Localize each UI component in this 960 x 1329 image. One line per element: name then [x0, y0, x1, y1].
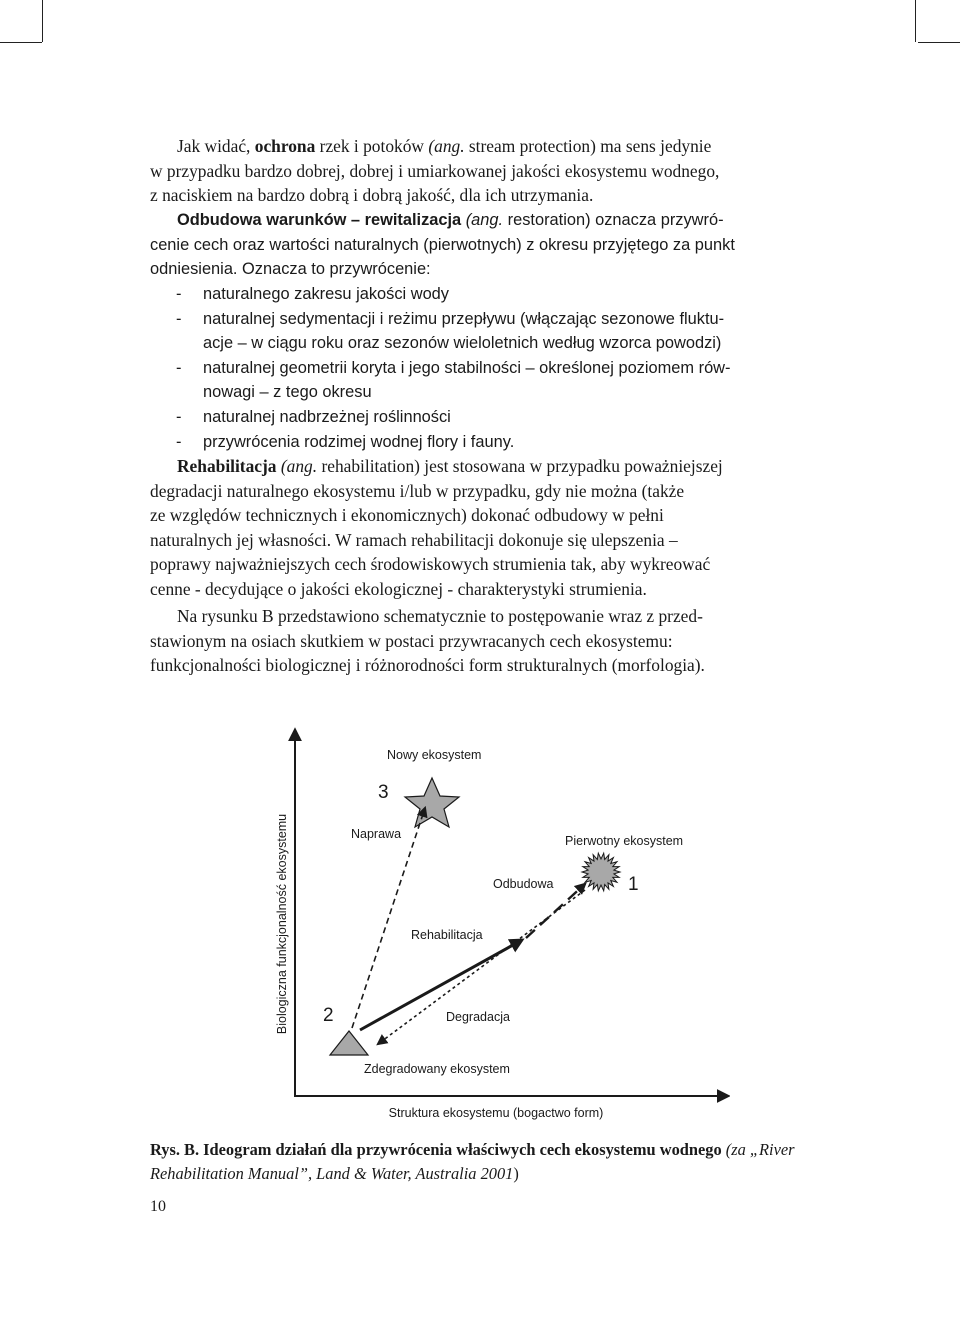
odbudowa-label: Odbudowa — [493, 877, 554, 891]
crop-mark — [915, 0, 916, 42]
burst-icon — [582, 853, 620, 891]
list-item — [176, 307, 816, 356]
text-line — [150, 134, 810, 159]
text-line: odniesienia. Oznacza to przywrócenie: — [150, 260, 431, 279]
rehabilitacja-label: Rehabilitacja — [411, 928, 483, 942]
number-3: 3 — [378, 782, 389, 803]
number-1: 1 — [628, 874, 639, 895]
number-2: 2 — [323, 1005, 334, 1026]
caption-source: (za „River — [721, 1140, 795, 1159]
caption-paren: ) — [513, 1164, 519, 1183]
x-axis-label: Struktura ekosystemu (bogactwo form) — [388, 1106, 604, 1120]
list-dash: - — [176, 358, 182, 377]
restoration-list — [176, 282, 816, 454]
text: restoration) oznacza przywró- — [503, 211, 724, 229]
text: rehabilitation) jest stosowana w przypadku poważniejszej — [317, 456, 723, 476]
text: rzek i potoków — [315, 136, 429, 156]
list-item — [176, 405, 816, 430]
text-line: naturalnej nadbrzeżnej roślinności — [203, 407, 451, 426]
ang-label: (ang. — [428, 136, 465, 156]
term-rehabilitacja: Rehabilitacja — [177, 456, 277, 476]
naprawa-label: Naprawa — [351, 827, 402, 841]
text-line: degradacji naturalnego ekosystemu i/lub w przypadku, gdy nie można (także — [150, 480, 685, 501]
crop-mark — [918, 42, 960, 43]
y-axis-label: Biologiczna funkcjonalność ekosystemu — [275, 813, 289, 1035]
text-line: naturalnej sedymentacji i reżimu przepływu (włączając sezonowe fluktu- — [203, 309, 725, 328]
text-line: naturalnej geometrii koryta i jego stabilności – określonej poziomem rów- — [203, 358, 731, 377]
figure-caption — [150, 1138, 815, 1186]
degradacja-label: Degradacja — [446, 1010, 510, 1024]
text-line: ze względów technicznych i ekonomicznych) dokonać odbudowy w pełni — [150, 505, 664, 526]
list-item — [176, 356, 816, 405]
list-dash: - — [176, 285, 182, 303]
ideogram-figure — [260, 712, 730, 1132]
text: stream protection) ma sens jedynie — [464, 136, 712, 156]
list-item — [176, 430, 816, 455]
star-icon — [405, 778, 459, 827]
text-line: przywrócenia rodzimej wodnej flory i fauny. — [203, 432, 515, 451]
crop-mark — [0, 42, 42, 43]
term-ochrona: ochrona — [254, 136, 316, 156]
term-odbudowa: Odbudowa warunków – rewitalizacja — [177, 211, 462, 229]
text: Jak widać, — [177, 136, 255, 156]
text-line: naturalnych jej własności. W ramach rehabilitacji dokonuje się ulepszenia – — [150, 529, 678, 550]
list-dash: - — [176, 407, 182, 426]
text-line: poprawy najważniejszych cech środowiskowych strumienia tak, aby wykreować — [150, 554, 711, 575]
text-line: z naciskiem na bardzo dobrą i dobrą jakość, dla ich utrzymania. — [150, 185, 594, 206]
list-item — [176, 282, 816, 307]
text-line: stawionym na osiach skutkiem w postaci przywracanych cech ekosystemu: — [150, 630, 673, 651]
paragraph-figure-intro — [150, 604, 810, 678]
text-line: Na rysunku B przedstawiono schematycznie to postępowanie wraz z przed- — [177, 606, 703, 626]
list-dash: - — [176, 309, 182, 328]
text-line: cenie cech oraz wartości naturalnych (pierwotnych) z okresu przyjętego za punkt — [150, 235, 735, 254]
text-line: w przypadku bardzo dobrej, dobrej i umiarkowanej jakości ekosystemu wodnego, — [150, 160, 720, 181]
caption-line — [150, 1162, 815, 1186]
list-dash: - — [176, 432, 182, 451]
paragraph-protection — [150, 134, 810, 208]
text-line: naturalnego zakresu jakości wody — [203, 285, 449, 303]
caption-line — [150, 1138, 815, 1162]
text-line: nowagi – z tego okresu — [203, 383, 372, 402]
new-ecosystem-label: Nowy ekosystem — [387, 748, 482, 762]
ang-label: (ang. — [461, 211, 504, 229]
triangle-icon — [330, 1031, 368, 1055]
degraded-ecosystem-label: Zdegradowany ekosystem — [364, 1062, 510, 1076]
paragraph-rehabilitation — [150, 454, 810, 602]
text-line — [150, 454, 810, 479]
naprawa-arrow — [352, 808, 425, 1028]
paragraph-restoration — [150, 208, 810, 282]
text-line: funkcjonalności biologicznej i różnorodności form strukturalnych (morfologia). — [150, 655, 705, 676]
text-line: cenne - decydujące o jakości ekologicznej - charakterystyki strumienia. — [150, 578, 647, 599]
caption-source: Rehabilitation Manual”, Land & Water, Australia 2001 — [150, 1164, 514, 1183]
text-line — [150, 208, 810, 233]
page-number: 10 — [150, 1198, 166, 1215]
original-ecosystem-label: Pierwotny ekosystem — [565, 834, 684, 848]
text-line: acje – w ciągu roku oraz sezonów wieloletnich według wzorca powodzi) — [203, 334, 722, 353]
crop-mark — [42, 0, 43, 42]
ang-label: (ang. — [276, 456, 318, 476]
caption-title: Rys. B. Ideogram działań dla przywrócenia właściwych cech ekosystemu wodnego — [150, 1140, 722, 1159]
